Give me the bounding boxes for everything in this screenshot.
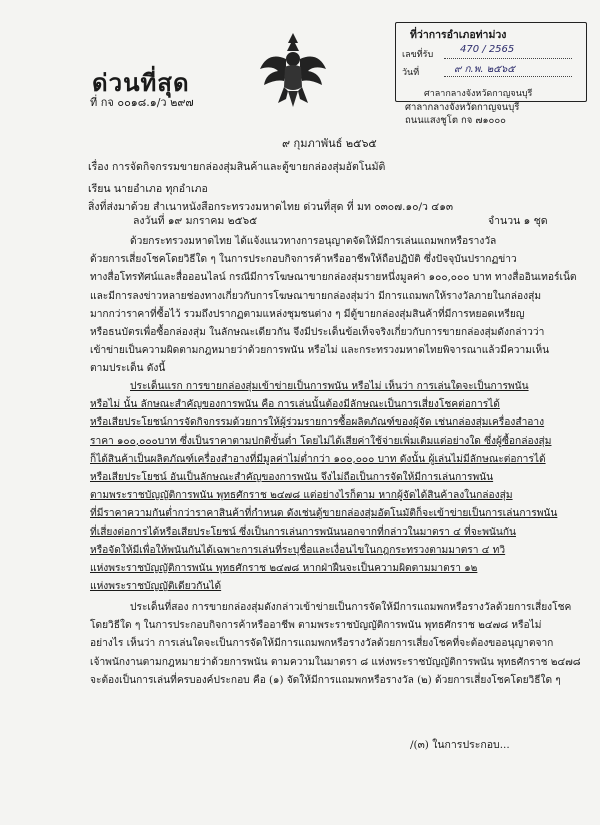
paragraph-line: ตามพระราชบัญญัติการพนัน พุทธศักราช ๒๔๗๘ แต่อย่างไรก็ตาม หากผู้จัดได้สินค้าลงในกล่องสุ่ม <box>90 490 513 502</box>
paragraph-line: จะต้องเป็นการเล่นที่ครบองค์ประกอบ คือ (๑) จัดให้มีการแถมพกหรือรางวัล (๒) ด้วยการเสี่ยงโชคโดยวิธีใด ๆ <box>90 674 561 686</box>
paragraph-line: หรือธนบัตรเพื่อซื้อกล่องสุ่ม ในลักษณะเดียวกัน จึงมีประเด็นข้อเท็จจริงเกี่ยวกับการขายกล่องสุ่มดังกล่าวว่า <box>90 327 545 339</box>
paragraph-line: ประเด็นแรก การขายกล่องสุ่มเข้าข่ายเป็นการพนัน หรือไม่ เห็นว่า การเล่นใดจะเป็นการพนัน <box>130 381 529 392</box>
paragraph-line: หรือจัดให้มีเพื่อให้พนันกันได้เฉพาะการเล่นที่ระบุชื่อและเงื่อนไขในกฎกระทรวงตามมาตรา ๔ ทวิ <box>90 544 506 556</box>
stamp-rule-2 <box>444 76 572 77</box>
stamp-rule-1 <box>444 58 572 59</box>
paragraph-line: ทางสื่อโทรทัศน์และสื่อออนไลน์ กรณีมีการโฆษณาขายกล่องสุ่มรายหนึ่งมูลค่า ๑๐๐,๐๐๐ บาท ทางสื่ออินเทอร์เน็ต <box>90 272 577 284</box>
paragraph-line: หรือเสียประโยชน์การจัดกิจกรรมด้วยการให้ผู้ร่วมรายการซื้อผลิตภัณฑ์ของผู้จัด เช่นกล่องสุ่มเครื่องสำอาง <box>90 417 545 429</box>
paragraph-line: ที่มีราคาความกันต่ำกว่าราคาสินค้าที่กำหนด ดังเช่นตู้ขายกล่องสุ่มอัตโนมัติก็จะเข้าข่ายเป็นการเล่นการพนัน <box>90 508 558 520</box>
paragraph-line: ราคา ๑๐๐,๐๐๐บาท ซึ่งเป็นราคาตามปกติขั้นต่ำ โดยไม่ได้เสียค่าใช้จ่ายเพิ่มเติมแต่อย่างใด ซึ่งผู้ซื้อกล่องสุ่ม <box>90 435 552 447</box>
paragraph-2 <box>90 378 564 596</box>
garuda-emblem-icon <box>258 29 328 109</box>
paragraph-1 <box>90 233 577 379</box>
paragraph-line: ตามประเด็น ดังนี้ <box>90 363 166 375</box>
paragraph-line: หรือไม่ นั้น ลักษณะสำคัญของการพนัน คือ การเล่นนั้นต้องมีลักษณะเป็นการเสี่ยงโชคต่อการได้ <box>90 399 500 411</box>
letter-subject: เรื่อง การจัดกิจกรรมขายกล่องสุ่มสินค้าและตู้ขายกล่องสุ่มอัตโนมัติ <box>88 161 386 173</box>
letter-date: ๙ กุมภาพันธ์ ๒๕๖๕ <box>282 137 377 150</box>
paragraph-line: มากกว่าราคาที่ซื้อไว้ รวมถึงปรากฏตามแหล่งชุมชนต่าง ๆ มีตู้ขายกล่องสุ่มสินค้าที่มีการหยอดเหรียญ <box>90 308 525 320</box>
reference-number: ที่ กจ ๐๐๑๘.๑/ว ๒๙๗ <box>90 96 194 109</box>
stamp-date-label: วันที่ <box>402 68 420 78</box>
stamp-received-value: 470 / 2565 <box>460 44 515 55</box>
stamp-received-label: เลขที่รับ <box>402 50 434 60</box>
paragraph-line: อย่างไร เห็นว่า การเล่นใดจะเป็นการจัดให้มีการแถมพกหรือรางวัลด้วยการเสี่ยงโชคที่จะต้องขออนุญาตจาก <box>90 638 554 650</box>
paragraph-3 <box>90 599 581 690</box>
paragraph-line: และมีการลงข่าวหลายช่องทางเกี่ยวกับการโฆษณาขายกล่องสุ่มว่า มีการแถมพกให้รางวัลภายในกล่องสุ่ม <box>90 290 542 302</box>
enclosure-count: จำนวน ๑ ชุด <box>488 215 548 227</box>
paragraph-line: เข้าข่ายเป็นความผิดตามกฎหมายว่าด้วยการพนัน หรือไม่ และกระทรวงมหาดไทยพิจารณาแล้วมีความเห็น <box>90 345 550 357</box>
paragraph-line: แห่งพระราชบัญญัติการพนัน พุทธศักราช ๒๔๗๘ หากฝ่าฝืนจะเป็นความผิดตามมาตรา ๑๒ <box>90 563 478 575</box>
urgent-label: ด่วนที่สุด <box>92 69 190 97</box>
paragraph-line: ด้วยการเสี่ยงโชคโดยวิธีใด ๆ ในการประกอบกิจการค้าหรืออาชีพให้ถือปฏิบัติ ซึ่งปัจจุบันปรากฏข่าว <box>90 254 517 266</box>
stamp-date-value: ๙ ก.พ. ๒๕๖๕ <box>454 64 515 75</box>
paragraph-line: ด้วยกระทรวงมหาดไทย ได้แจ้งแนวทางการอนุญาตจัดให้มีการเล่นแถมพกหรือรางวัล <box>130 236 497 247</box>
letter-recipient: เรียน นายอำเภอ ทุกอำเภอ <box>88 183 208 195</box>
paragraph-line: ประเด็นที่สอง การขายกล่องสุ่มดังกล่าวเข้าข่ายเป็นการจัดให้มีการแถมพกหรือรางวัลด้วยการเสี่ยงโชค <box>130 602 572 613</box>
letter-enclosure: สิ่งที่ส่งมาด้วย สำเนาหนังสือกระทรวงมหาดไทย ด่วนที่สุด ที่ มท ๐๓๐๗.๑๐/ว ๔๑๓ <box>88 201 454 213</box>
paragraph-line: แห่งพระราชบัญญัติเดียวกันได้ <box>90 581 222 593</box>
continuation-marker: /(๓) ในการประกอบ... <box>410 739 510 751</box>
enclosure-date: ลงวันที่ ๑๙ มกราคม ๒๕๖๕ <box>133 215 258 227</box>
paragraph-line: หรือเสียประโยชน์ อันเป็นลักษณะสำคัญของการพนัน จึงไม่ถือเป็นการจัดให้มีการเล่นการพนัน <box>90 472 494 484</box>
stamp-office: ที่ว่าการอำเภอท่าม่วง <box>410 29 507 41</box>
paragraph-line: ก็ได้สินค้าเป็นผลิตภัณฑ์เครื่องสำอางที่มีมูลค่าไม่ต่ำกว่า ๑๐๐,๐๐๐ บาท ดังนั้น ผู้เล่นไม่มีลักษณะต่อการได้ <box>90 453 546 465</box>
paragraph-line: เจ้าพนักงานตามกฎหมายว่าด้วยการพนัน ตามความในมาตรา ๘ แห่งพระราชบัญญัติการพนัน พุทธศักราช ๒๔๗๘ <box>90 656 581 668</box>
stamp-department: ศาลากลางจังหวัดกาญจนบุรี <box>424 89 533 99</box>
sender-address-line2: ถนนแสงชูโต กจ ๗๑๐๐๐ <box>405 115 506 126</box>
paragraph-line: ที่เสี่ยงต่อการได้หรือเสียประโยชน์ ซึ่งเป็นการเล่นการพนันนอกจากที่กล่าวในมาตรา ๔ ที่จะพนันกัน <box>90 526 516 538</box>
sender-address-line1: ศาลากลางจังหวัดกาญจนบุรี <box>405 102 520 113</box>
paragraph-line: โดยวิธีใด ๆ ในการประกอบกิจการค้าหรืออาชีพ ตามพระราชบัญญัติการพนัน พุทธศักราช ๒๔๗๘ หรือไม่ <box>90 620 542 632</box>
receipt-stamp <box>395 22 587 102</box>
